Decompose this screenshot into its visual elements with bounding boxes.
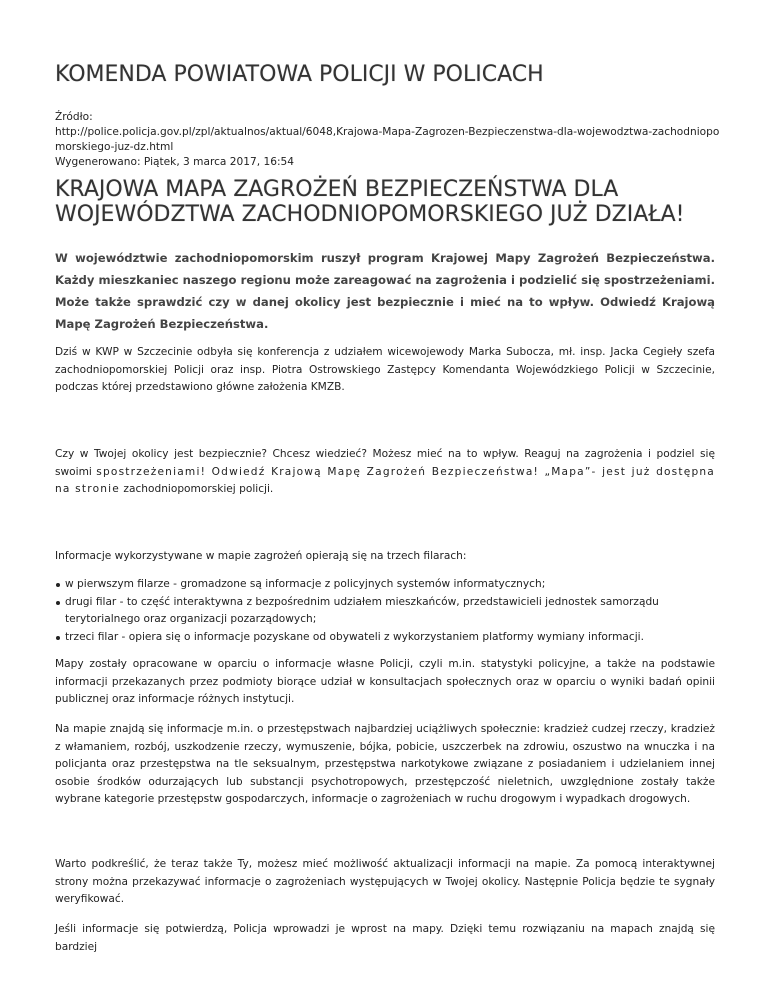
- paragraph-invitation-part-3: zachodniopomorskiej policji.: [120, 483, 274, 495]
- article-lead: W województwie zachodniopomorskim ruszył program Krajowej Mapy Zagrożeń Bezpieczeństwa. Każdy mieszkaniec naszego regionu może zareagować na zagrożenia i podzielić się spostrzeżeniami. Może także sprawdzić czy w danej okolicy jest bezpiecznie i mieć na to wpływ. Odwiedź Krajową Mapę Zagrożeń Bezpieczeństwa.: [55, 251, 715, 331]
- article-title: KRAJOWA MAPA ZAGROŻEŃ BEZPIECZEŃSTWA DLA WOJEWÓDZTWA ZACHODNIOPOMORSKIEGO JUŻ DZIAŁA!: [55, 177, 685, 227]
- paragraph-invitation: [55, 446, 715, 499]
- pillars-list: [55, 576, 715, 646]
- site-title: KOMENDA POWIATOWA POLICJI W POLICACH: [55, 62, 544, 87]
- generated-timestamp: Wygenerowano: Piątek, 3 marca 2017, 16:54: [55, 156, 295, 168]
- paragraph-invitation-part-2: spostrzeżeniami! Odwiedź Krajową Mapę Zagrożeń Bezpieczeństwa! „Mapa”- jest już dostępna na stronie: [55, 465, 715, 495]
- paragraph-invitation-part-1: Czy w Twojej okolicy jest bezpiecznie? Chcesz wiedzieć? Możesz mieć na to wpływ. Reaguj na zagrożenia i podziel się swoimi: [55, 448, 715, 478]
- paragraph-pillars-intro: Informacje wykorzystywane w mapie zagrożeń opierają się na trzech filarach:: [55, 550, 467, 562]
- paragraph-verification: Jeśli informacje się potwierdzą, Policja wprowadzi je wprost na mapy. Dzięki temu rozwiązaniu na mapach znajdą się bardziej: [55, 923, 715, 953]
- list-item: w pierwszym filarze - gromadzone są informacje z policyjnych systemów informatycznych;: [55, 576, 715, 594]
- source-url-line-2[interactable]: morskiego-juz-dz.html: [55, 141, 174, 153]
- source-label: Źródło:: [55, 111, 93, 123]
- paragraph-conference: Dziś w KWP w Szczecinie odbyła się konferencja z udziałem wicewojewody Marka Subocza, mł. insp. Jacka Cegieły szefa zachodniopomorskiej Policji oraz insp. Piotra Ostrowskiego Zastępcy Komendanta Wojewódzkiego Policji w Szczecinie, podczas której przedstawiono główne założenia KMZB.: [55, 346, 715, 393]
- list-item: drugi filar - to część interaktywna z bezpośrednim udziałem mieszkańców, przedstawicieli jednostek samorządu terytorialnego oraz organizacji pozarządowych;: [55, 594, 715, 629]
- paragraph-updates: Warto podkreślić, że teraz także Ty, możesz mieć możliwość aktualizacji informacji na mapie. Za pomocą interaktywnej strony można przekazywać informacje o zagrożeniach występujących w Twojej okolicy. Następnie Policja będzie te sygnały weryfikować.: [55, 858, 715, 905]
- paragraph-sources: Mapy zostały opracowane w oparciu o informacje własne Policji, czyli m.in. statystyki policyjne, a także na podstawie informacji przekazanych przez podmioty biorące udział w konsultacjach społecznych oraz w oparciu o wyniki badań opinii publicznej oraz informacje różnych instytucji.: [55, 658, 715, 705]
- paragraph-crimes: Na mapie znajdą się informacje m.in. o przestępstwach najbardziej uciążliwych społecznie: kradzież cudzej rzeczy, kradzież z włamaniem, rozbój, uszkodzenie rzeczy, wymuszenie, bójka, pobicie, uszczerbek na zdrowiu, oszustwo na wnuczka i na policjanta oraz przestępstwa na tle seksualnym, przestępstwa narkotykowe związane z posiadaniem i udzielaniem innej osobie środków odurzających lub substancji psychotropowych, przestępczość nieletnich, uwzględnione zostały także wybrane kategorie przestępstw gospodarczych, informacje o zagrożeniach w ruchu drogowym i wypadkach drogowych.: [55, 723, 715, 805]
- source-url-line-1[interactable]: http://police.policja.gov.pl/zpl/aktualnos/aktual/6048,Krajowa-Mapa-Zagrozen-Bezpieczenstwa-dla-wojewodztwa-zachodniopo: [55, 126, 720, 138]
- source-meta: [55, 110, 720, 170]
- list-item: trzeci filar - opiera się o informacje pozyskane od obywateli z wykorzystaniem platformy wymiany informacji.: [55, 629, 715, 647]
